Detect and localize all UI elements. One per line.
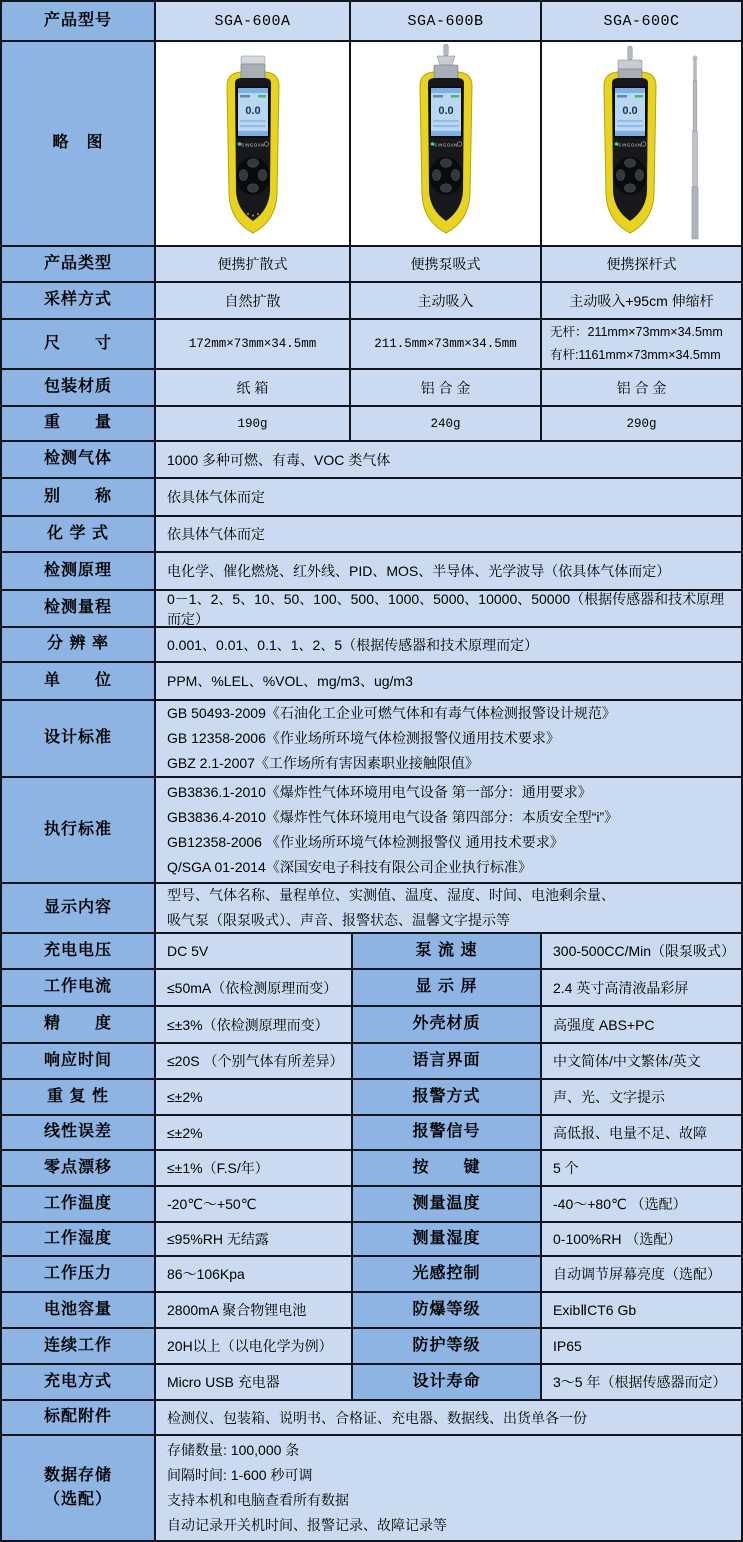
sampling-a: 自然扩散	[154, 283, 349, 318]
speaker-hole	[247, 213, 249, 215]
button-left	[239, 169, 247, 180]
table-row-linearity-alarm-signal	[2, 1114, 741, 1149]
working-humidity-value: ≤95%RH 无结露	[154, 1223, 351, 1255]
alarm-mode-value: 声、光、文字提示	[540, 1080, 741, 1114]
lcd-data-row	[240, 120, 266, 122]
rod-segment	[693, 81, 697, 131]
button-left	[432, 169, 440, 180]
light-control-value: 自动调节屏幕亮度（选配）	[540, 1257, 741, 1291]
row-label-weight: 重 量	[2, 407, 154, 440]
sampling-b: 主动吸入	[349, 283, 540, 318]
lcd-bottom-bar	[431, 131, 461, 136]
weight-a: 190g	[154, 407, 349, 440]
repeatability-value: ≤±2%	[154, 1080, 351, 1114]
row-label-alarm-signal: 报警信号	[351, 1116, 540, 1149]
speaker-hole	[257, 213, 259, 215]
working-current-value: ≤50mA（依检测原理而变）	[154, 970, 351, 1005]
device-illustration-a	[178, 44, 328, 244]
status-icons	[240, 95, 250, 98]
sensor-cap	[434, 65, 458, 79]
data-storage-line: 自动记录开关机时间、报警记录、故障记录等	[167, 1517, 447, 1533]
lcd-data-row	[617, 125, 643, 127]
detection-principle-value: 电化学、催化燃烧、红外线、PID、MOS、半导体、光学波导（依具体气体而定）	[154, 553, 741, 589]
brand-text: SINGOAN	[240, 142, 265, 147]
status-icons	[617, 95, 627, 98]
row-label-pump-flow: 泵 流 速	[351, 934, 540, 968]
table-row-resolution	[2, 626, 741, 661]
lcd-title-bar	[238, 88, 268, 93]
row-label-linearity-error: 线性误差	[2, 1116, 154, 1149]
dimensions-c-without-rod: 无杆：211mm×73mm×34.5mm	[550, 325, 723, 339]
table-row-accuracy-shell-material	[2, 1005, 741, 1042]
row-label-unit: 单 位	[2, 663, 154, 699]
table-row-dimensions	[2, 318, 741, 368]
button-down	[624, 183, 635, 191]
display-content-line: 吸气泵（限泵吸式）、声音、报警状态、温馨文字提示等	[167, 912, 510, 928]
table-row-product-type	[2, 245, 741, 281]
button-right	[451, 169, 459, 180]
table-row-unit	[2, 661, 741, 699]
charging-voltage-value: DC 5V	[154, 934, 351, 968]
button-left	[616, 169, 624, 180]
sampling-c: 主动吸入+95cm 伸缩杆	[540, 283, 741, 318]
rod-segment	[693, 59, 696, 81]
buttons-value: 5 个	[540, 1151, 741, 1185]
detected-gas-value: 1000 多种可燃、有毒、VOC 类气体	[154, 442, 741, 477]
battery-icon	[451, 95, 459, 98]
accuracy-value: ≤±3%（依检测原理而变）	[154, 1007, 351, 1042]
row-label-execution-standard: 执行标准	[2, 778, 154, 882]
execution-standard-line: GB3836.1-2010《爆炸性气体环境用电气设备 第一部分：通用要求》	[167, 784, 592, 800]
lcd-title-bar	[431, 88, 461, 93]
lcd-data-row	[617, 120, 643, 122]
weight-c: 290g	[540, 407, 741, 440]
table-row-product-model	[2, 2, 741, 40]
row-label-language: 语言界面	[351, 1044, 540, 1078]
device-illustration-b	[371, 44, 521, 244]
table-row-sampling-method	[2, 281, 741, 318]
button-up	[247, 158, 258, 166]
row-label-chemical-formula: 化 学 式	[2, 517, 154, 551]
design-life-value: 3～5 年（根据传感器而定）	[540, 1365, 741, 1399]
row-label-design-standard: 设计标准	[2, 701, 154, 776]
design-standard-value	[154, 701, 741, 776]
lcd-reading: 0.0	[437, 104, 454, 117]
continuous-work-value: 20H以上（以电化学为例）	[154, 1329, 351, 1363]
row-label-display-screen: 显 示 屏	[351, 970, 540, 1005]
row-label-resolution: 分 辨 率	[2, 628, 154, 661]
row-label-working-temperature: 工作温度	[2, 1187, 154, 1221]
response-time-value: ≤20S （个别气体有所差异）	[154, 1044, 351, 1078]
row-label-protection-grade: 防护等级	[351, 1329, 540, 1363]
row-label-response-time: 响应时间	[2, 1044, 154, 1078]
design-standard-line: GBZ 2.1-2007《工作场所有害因素职业接触限值》	[167, 755, 479, 771]
design-standard-line: GB 12358-2006《作业场所环境气体检测报警仪通用技术要求》	[167, 730, 560, 746]
row-label-data-storage	[2, 1436, 154, 1540]
row-label-repeatability: 重 复 性	[2, 1080, 154, 1114]
telescopic-rod	[691, 55, 697, 238]
product-type-b: 便携泵吸式	[349, 247, 540, 281]
table-row-weight	[2, 405, 741, 440]
standard-accessories-value: 检测仪、包装箱、说明书、合格证、充电器、数据线、出货单各一份	[154, 1401, 741, 1434]
execution-standard-value	[154, 778, 741, 882]
row-label-zero-drift: 零点漂移	[2, 1151, 154, 1185]
table-row-chemical-formula	[2, 515, 741, 551]
model-name-c: SGA-600C	[540, 2, 741, 40]
detection-range-value: 0－1、2、5、10、50、100、500、1000、5000、10000、50000（根据传感器和技术原理而定）	[154, 591, 741, 626]
button-down	[440, 183, 451, 191]
row-label-light-control: 光感控制	[351, 1257, 540, 1291]
row-label-measure-temperature: 测量温度	[351, 1187, 540, 1221]
pump-probe-rod	[443, 44, 447, 56]
product-type-a: 便携扩散式	[154, 247, 349, 281]
row-label-detection-range: 检测量程	[2, 591, 154, 626]
row-label-accuracy: 精 度	[2, 1007, 154, 1042]
row-label-charging-voltage: 充电电压	[2, 934, 154, 968]
resolution-value: 0.001、0.01、0.1、1、2、5（根据传感器和技术原理而定）	[154, 628, 741, 661]
row-label-working-humidity: 工作湿度	[2, 1223, 154, 1255]
row-label-detection-principle: 检测原理	[2, 553, 154, 589]
table-row-battery-explosion-proof	[2, 1291, 741, 1327]
data-storage-label-line1: 数据存储	[43, 1467, 112, 1484]
table-row-working-current-display-screen	[2, 968, 741, 1005]
probe-cone	[437, 56, 455, 65]
display-content-value	[154, 884, 741, 932]
table-row-zero-drift-buttons	[2, 1149, 741, 1185]
device-photo-sga-600b	[349, 42, 540, 245]
row-label-sampling-method: 采样方式	[2, 283, 154, 318]
execution-standard-line: Q/SGA 01-2014《深国安电子科技有限公司企业执行标准》	[167, 859, 532, 875]
data-storage-line: 支持本机和电脑查看所有数据	[167, 1492, 349, 1508]
button-right	[258, 169, 266, 180]
table-row-detection-range	[2, 589, 741, 626]
charging-method-value: Micro USB 充电器	[154, 1365, 351, 1399]
linearity-error-value: ≤±2%	[154, 1116, 351, 1149]
lcd-data-row	[433, 120, 459, 122]
table-row-sketch	[2, 40, 741, 245]
table-row-detected-gas	[2, 440, 741, 477]
sensor-cap	[241, 64, 265, 79]
button-right	[635, 169, 643, 180]
row-label-working-pressure: 工作压力	[2, 1257, 154, 1291]
device-photo-sga-600a	[154, 42, 349, 245]
packaging-b: 铝 合 金	[349, 370, 540, 405]
rod-segment	[692, 131, 697, 187]
unit-value: PPM、%LEL、%VOL、mg/m3、ug/m3	[154, 663, 741, 699]
table-row-data-storage	[2, 1434, 741, 1540]
brand-text: SINGOAN	[433, 142, 458, 147]
data-storage-value	[154, 1436, 741, 1540]
row-label-packaging-material: 包装材质	[2, 370, 154, 405]
explosion-proof-grade-value: ExibⅡCT6 Gb	[540, 1293, 741, 1327]
display-content-line: 型号、气体名称、量程单位、实测值、温度、湿度、时间、电池剩余量、	[167, 887, 615, 903]
device-with-probe	[604, 46, 656, 233]
weight-b: 240g	[349, 407, 540, 440]
table-row-working-humidity-measure-humidity	[2, 1221, 741, 1255]
brand-text: SINGOAN	[617, 142, 642, 147]
table-row-detection-principle	[2, 551, 741, 589]
lcd-bottom-bar	[238, 131, 268, 136]
row-label-continuous-work: 连续工作	[2, 1329, 154, 1363]
battery-icon	[258, 95, 266, 98]
row-label-buttons: 按 键	[351, 1151, 540, 1185]
button-up	[624, 158, 635, 166]
model-name-a: SGA-600A	[154, 2, 349, 40]
packaging-c: 铝 合 金	[540, 370, 741, 405]
dimensions-a: 172mm×73mm×34.5mm	[154, 320, 349, 368]
row-label-standard-accessories: 标配附件	[2, 1401, 154, 1434]
chemical-formula-value: 依具体气体而定	[154, 517, 741, 551]
table-row-execution-standard	[2, 776, 741, 882]
measure-humidity-value: 0-100%RH （选配）	[540, 1223, 741, 1255]
display-screen-value: 2.4 英寸高清液晶彩屏	[540, 970, 741, 1005]
table-row-response-time-language	[2, 1042, 741, 1078]
shell-material-value: 高强度 ABS+PC	[540, 1007, 741, 1042]
measure-temperature-value: -40～+80℃ （选配）	[540, 1187, 741, 1221]
model-name-b: SGA-600B	[349, 2, 540, 40]
table-row-charging-voltage-pump-flow	[2, 932, 741, 968]
working-temperature-value: -20℃～+50℃	[154, 1187, 351, 1221]
battery-capacity-value: 2800mA 聚合物锂电池	[154, 1293, 351, 1327]
row-label-sketch: 略 图	[2, 42, 154, 245]
row-label-alarm-mode: 报警方式	[351, 1080, 540, 1114]
table-row-design-standard	[2, 699, 741, 776]
row-label-dimensions: 尺 寸	[2, 320, 154, 368]
button-down	[247, 183, 258, 191]
data-storage-line: 存储数量: 100,000 条	[167, 1442, 300, 1458]
lcd-title-bar	[615, 88, 645, 93]
lcd-reading: 0.0	[621, 104, 638, 117]
row-label-display-content: 显示内容	[2, 884, 154, 932]
design-standard-line: GB 50493-2009《石油化工企业可燃气体和有毒气体检测报警设计规范》	[167, 705, 616, 721]
table-row-repeatability-alarm-mode	[2, 1078, 741, 1114]
lcd-data-row	[240, 125, 266, 127]
device-photo-sga-600c	[540, 42, 741, 245]
dimensions-c	[540, 320, 741, 368]
row-label-battery-capacity: 电池容量	[2, 1293, 154, 1327]
row-label-charging-method: 充电方式	[2, 1365, 154, 1399]
sensor-cap-top	[241, 56, 265, 64]
row-label-product-model: 产品型号	[2, 2, 154, 40]
row-label-explosion-proof-grade: 防爆等级	[351, 1293, 540, 1327]
pump-flow-value: 300-500CC/Min（限泵吸式）	[540, 934, 741, 968]
lcd-bottom-bar	[615, 131, 645, 136]
alias-value: 依具体气体而定	[154, 479, 741, 515]
data-storage-label-line2: （选配）	[43, 1491, 112, 1508]
row-label-design-life: 设计寿命	[351, 1365, 540, 1399]
protection-grade-value: IP65	[540, 1329, 741, 1363]
row-label-detected-gas: 检测气体	[2, 442, 154, 477]
table-row-standard-accessories	[2, 1399, 741, 1434]
row-label-product-type: 产品类型	[2, 247, 154, 281]
lcd-data-row	[433, 125, 459, 127]
sensor-cap-top	[618, 60, 642, 69]
table-row-alias	[2, 477, 741, 515]
packaging-a: 纸 箱	[154, 370, 349, 405]
rod-segment	[691, 187, 697, 239]
table-row-packaging-material	[2, 368, 741, 405]
table-row-working-pressure-light-control	[2, 1255, 741, 1291]
data-storage-line: 间隔时间: 1-600 秒可调	[167, 1467, 313, 1483]
button-up	[440, 158, 451, 166]
table-row-working-temp-measure-temp	[2, 1185, 741, 1221]
zero-drift-value: ≤±1%（F.S/年）	[154, 1151, 351, 1185]
execution-standard-line: GB3836.4-2010《爆炸性气体环境用电气设备 第四部分：本质安全型“i”》	[167, 809, 619, 825]
speaker-hole	[252, 214, 254, 216]
dimensions-c-with-rod: 有杆:1161mm×73mm×34.5mm	[550, 348, 721, 362]
row-label-measure-humidity: 测量湿度	[351, 1223, 540, 1255]
battery-icon	[635, 95, 643, 98]
lcd-reading: 0.0	[244, 104, 261, 117]
row-label-alias: 别 称	[2, 479, 154, 515]
device-illustration-c	[567, 44, 717, 244]
dimensions-b: 211.5mm×73mm×34.5mm	[349, 320, 540, 368]
alarm-signal-value: 高低报、电量不足、故障	[540, 1116, 741, 1149]
table-row-display-content	[2, 882, 741, 932]
status-icons	[433, 95, 443, 98]
table-row-charging-method-design-life	[2, 1363, 741, 1399]
table-row-continuous-work-protection	[2, 1327, 741, 1363]
language-value: 中文简体/中文繁体/英文	[540, 1044, 741, 1078]
row-label-shell-material: 外壳材质	[351, 1007, 540, 1042]
working-pressure-value: 86～106Kpa	[154, 1257, 351, 1291]
product-type-c: 便携探杆式	[540, 247, 741, 281]
execution-standard-line: GB12358-2006 《作业场所环境气体检测报警仪 通用技术要求》	[167, 834, 564, 850]
row-label-working-current: 工作电流	[2, 970, 154, 1005]
pump-probe-rod	[627, 46, 631, 60]
